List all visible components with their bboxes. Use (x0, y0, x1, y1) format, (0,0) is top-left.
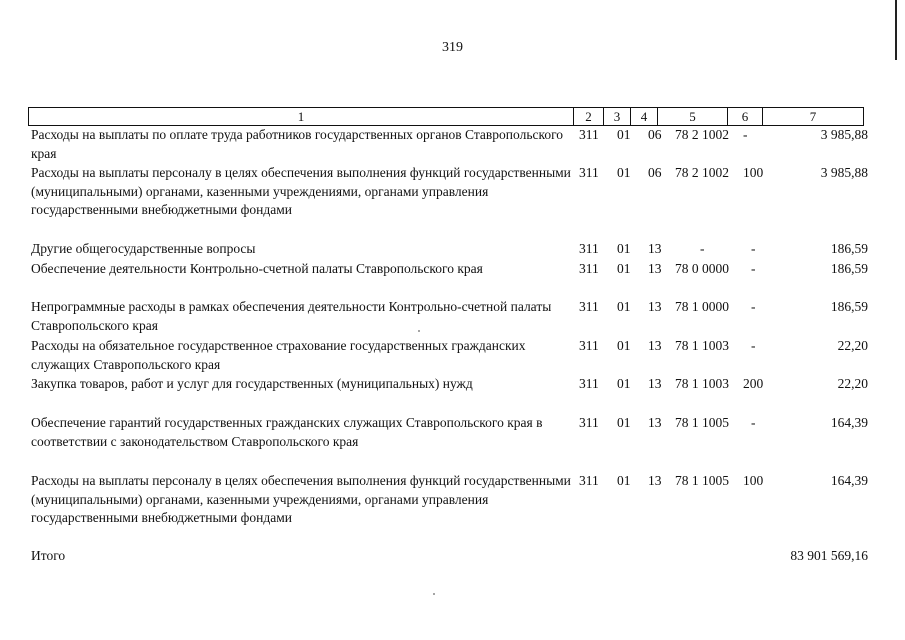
row-target-code: 78 0 0000 (675, 261, 729, 276)
header-col-7: 7 (763, 108, 864, 126)
row-expense-type: - (751, 299, 756, 314)
row-target-code: 78 1 1005 (675, 415, 729, 430)
row-section: 01 (617, 415, 631, 430)
row-amount: 164,39 (830, 473, 868, 488)
row-name: Расходы на обязательное государственное страхование государственных гражданских служащих Ставропольского края (31, 338, 526, 372)
row-subsection: 13 (648, 338, 662, 353)
row-amount: 3 985,88 (820, 127, 868, 142)
row-target-code: 78 2 1002 (675, 127, 729, 142)
row-expense-type: 200 (743, 376, 764, 391)
total-label: Итого (31, 548, 66, 563)
row-subsection: 13 (648, 241, 662, 256)
row-target-code: 78 1 1003 (675, 338, 729, 353)
row-section: 01 (617, 299, 631, 314)
row-target-code: 78 1 0000 (675, 299, 729, 314)
row-target-code: - (700, 241, 705, 256)
header-row (29, 108, 864, 126)
row-amount: 186,59 (830, 299, 868, 314)
row-target-code: 78 1 1005 (675, 473, 729, 488)
row-code-ministry: 311 (579, 415, 599, 430)
row-name: Обеспечение гарантий государственных гражданских служащих Ставропольского края в соответствии с законодательством Ставропольского края (31, 415, 543, 449)
row-subsection: 13 (648, 376, 662, 391)
row-expense-type: - (751, 415, 756, 430)
row-expense-type: 100 (743, 165, 764, 180)
row-subsection: 13 (648, 473, 662, 488)
row-amount: 22,20 (837, 376, 868, 391)
total-value: 83 901 569,16 (790, 548, 868, 563)
row-code-ministry: 311 (579, 165, 599, 180)
page-number: 319 (442, 40, 463, 55)
column-header-table (28, 107, 864, 126)
row-code-ministry: 311 (579, 127, 599, 142)
header-col-3: 3 (604, 108, 631, 126)
row-expense-type: - (751, 338, 756, 353)
row-subsection: 06 (648, 165, 662, 180)
row-section: 01 (617, 165, 631, 180)
row-name: Расходы на выплаты по оплате труда работников государственных органов Ставропольского края (31, 127, 564, 161)
row-name: Другие общегосударственные вопросы (31, 241, 256, 256)
row-amount: 22,20 (837, 338, 868, 353)
row-subsection: 06 (648, 127, 662, 142)
row-target-code: 78 2 1002 (675, 165, 729, 180)
row-code-ministry: 311 (579, 338, 599, 353)
scan-speck (418, 330, 420, 332)
header-col-1: 1 (29, 108, 574, 126)
row-code-ministry: 311 (579, 376, 599, 391)
row-name: Непрограммные расходы в рамках обеспечения деятельности Контрольно-счетной палаты Ставропольского края (31, 299, 552, 333)
row-name: Закупка товаров, работ и услуг для государственных (муниципальных) нужд (31, 376, 473, 391)
row-section: 01 (617, 127, 631, 142)
header-col-4: 4 (631, 108, 658, 126)
row-expense-type: 100 (743, 473, 764, 488)
row-code-ministry: 311 (579, 241, 599, 256)
row-section: 01 (617, 241, 631, 256)
row-code-ministry: 311 (579, 299, 599, 314)
row-expense-type: - (751, 261, 756, 276)
row-subsection: 13 (648, 261, 662, 276)
row-amount: 186,59 (830, 261, 868, 276)
scan-speck (433, 593, 435, 595)
row-amount: 186,59 (830, 241, 868, 256)
row-amount: 3 985,88 (820, 165, 868, 180)
row-code-ministry: 311 (579, 261, 599, 276)
row-amount: 164,39 (830, 415, 868, 430)
row-expense-type: - (743, 127, 748, 142)
header-col-6: 6 (728, 108, 763, 126)
row-target-code: 78 1 1003 (675, 376, 729, 391)
header-col-5: 5 (658, 108, 728, 126)
row-subsection: 13 (648, 415, 662, 430)
row-section: 01 (617, 338, 631, 353)
row-subsection: 13 (648, 299, 662, 314)
row-name: Обеспечение деятельности Контрольно-счетной палаты Ставропольского края (31, 261, 483, 276)
row-section: 01 (617, 261, 631, 276)
row-section: 01 (617, 376, 631, 391)
row-expense-type: - (751, 241, 756, 256)
row-name: Расходы на выплаты персоналу в целях обеспечения выполнения функций государственными (муниципальными) органами, казенными учреждениями, органами управления государственными внебюджетными фондами (31, 473, 571, 525)
row-section: 01 (617, 473, 631, 488)
row-code-ministry: 311 (579, 473, 599, 488)
row-name: Расходы на выплаты персоналу в целях обеспечения выполнения функций государственными (муниципальными) органами, казенными учреждениями, органами управления государственными внебюджетными фондами (31, 165, 571, 217)
header-col-2: 2 (574, 108, 604, 126)
